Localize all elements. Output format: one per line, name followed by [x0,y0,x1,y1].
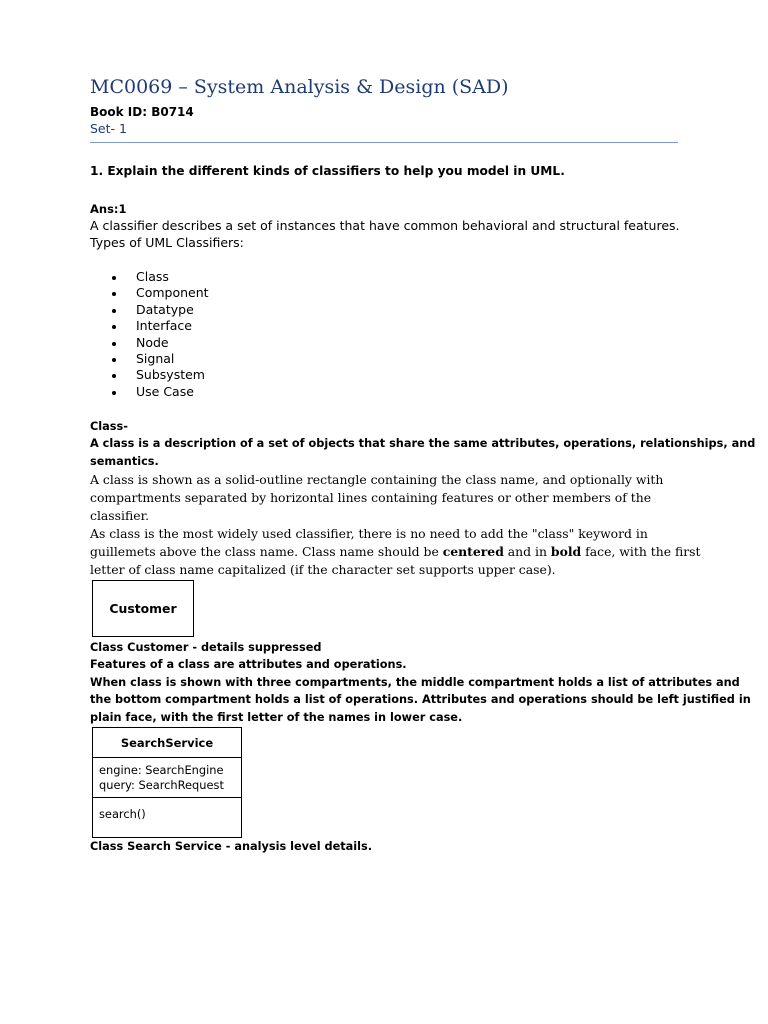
document-title: MC0069 – System Analysis & Design (SAD) [90,76,509,98]
list-item: Signal [112,351,209,367]
list-item: Component [112,285,209,301]
text-run: face, with the first [581,544,701,559]
features-line: the bottom compartment holds a list of operations. Attributes and operations should be left justified in [90,693,751,706]
class-body-line: classifier. [90,508,150,523]
question-heading: 1. Explain the different kinds of classifiers to help you model in UML. [90,164,565,178]
list-item: Node [112,335,209,351]
header-divider [90,142,678,143]
attributes-compartment [93,758,241,798]
list-item: Subsystem [112,367,209,383]
customer-class-diagram [92,580,194,637]
text-run: and in [503,544,551,559]
classifier-list [112,269,209,400]
class-name: Customer [109,601,177,616]
class-body-line: compartments separated by horizontal lines containing features or other members of the [90,490,652,505]
text-run: guillemets above the class name. Class name should be [90,544,443,559]
searchservice-caption: Class Search Service - analysis level details. [90,840,373,853]
class-body-line: letter of class name capitalized (if the character set supports upper case). [90,562,556,577]
attribute: query: SearchRequest [99,778,224,792]
list-item: Datatype [112,302,209,318]
list-item: Use Case [112,384,209,400]
answer-label: Ans:1 [90,202,127,216]
class-body-line: As class is the most widely used classifier, there is no need to add the "class" keyword in [90,526,648,541]
list-item: Interface [112,318,209,334]
searchservice-class-diagram [92,727,242,838]
list-item: Class [112,269,209,285]
customer-caption: Class Customer - details suppressed [90,641,322,654]
bold-text-run: bold [550,544,582,559]
set-label: Set- 1 [90,121,127,136]
class-definition-line: A class is a description of a set of objects that share the same attributes, operations, relationships, and [90,437,756,450]
features-line: When class is shown with three compartments, the middle compartment holds a list of attributes and [90,676,740,689]
bold-text-run: centered [442,544,504,559]
operations-compartment [93,798,241,837]
class-name: SearchService [120,735,214,750]
features-line: Features of a class are attributes and operations. [90,658,407,671]
answer-intro-line: Types of UML Classifiers: [90,235,244,250]
class-name-compartment [93,728,241,758]
answer-intro-line: A classifier describes a set of instances that have common behavioral and structural features. [90,218,680,233]
class-definition-line: semantics. [90,455,159,468]
features-line: plain face, with the first letter of the names in lower case. [90,711,463,724]
class-heading: Class- [90,420,128,433]
operation: search() [99,807,146,821]
attribute: engine: SearchEngine [99,763,224,777]
class-body-line [90,544,701,559]
class-body-line: A class is shown as a solid-outline rectangle containing the class name, and optionally with [90,472,664,487]
book-id: Book ID: B0714 [90,105,194,119]
